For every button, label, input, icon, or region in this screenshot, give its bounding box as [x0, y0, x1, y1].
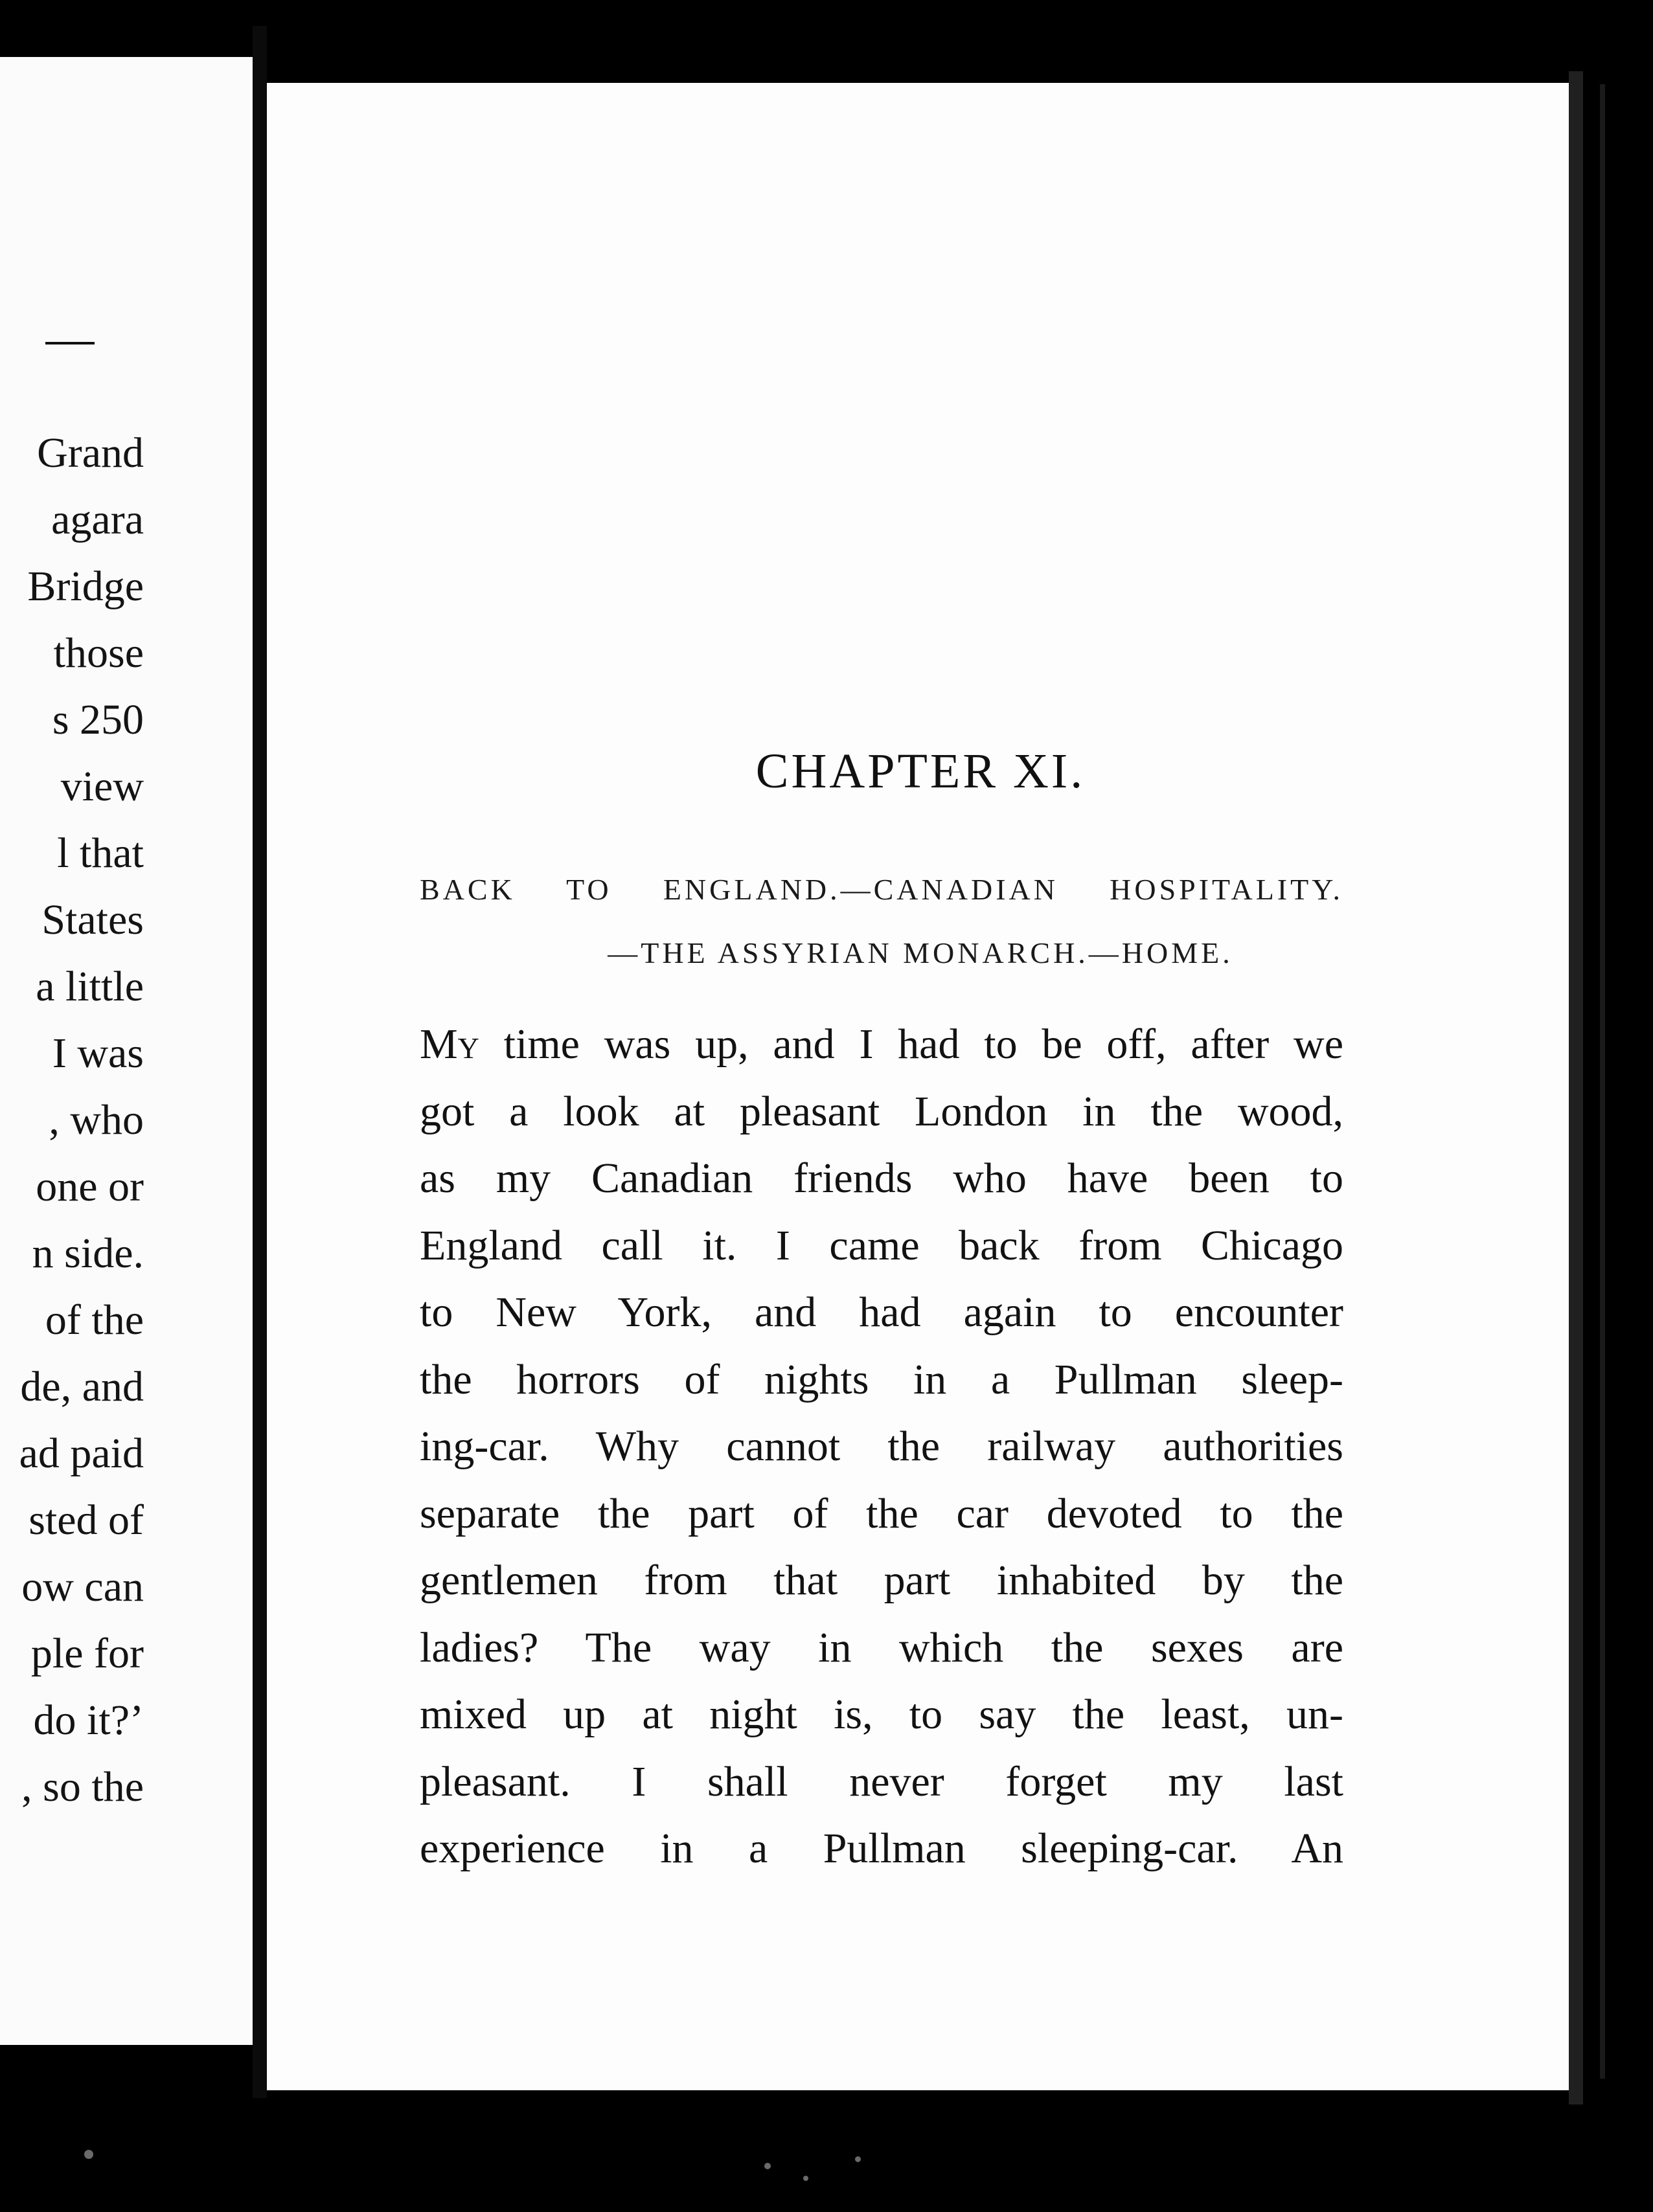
left-line: States	[41, 896, 144, 943]
subtitle-line: BACK TO ENGLAND.—CANADIAN HOSPITALITY.	[420, 873, 1343, 906]
left-page	[0, 57, 253, 2045]
left-line: Bridge	[27, 563, 144, 610]
left-line: n side.	[32, 1230, 144, 1277]
left-line: de, and	[20, 1363, 144, 1410]
body-line: mixed up at night is, to say the least, un-	[420, 1691, 1343, 1738]
chapter-content	[420, 743, 1343, 1882]
body-line: as my Canadian friends who have been to	[420, 1155, 1343, 1202]
dust-speck	[764, 2163, 771, 2169]
left-line: ad paid	[19, 1430, 144, 1477]
body-line: England call it. I came back from Chicago	[420, 1221, 1343, 1269]
body-line: got a look at pleasant London in the wood,	[420, 1087, 1343, 1135]
left-line: ow can	[21, 1563, 144, 1610]
chapter-subtitle	[420, 858, 1343, 985]
body-line	[420, 1011, 1343, 1078]
body-line: ing-car. Why cannot the railway authorities	[420, 1423, 1343, 1470]
body-line: pleasant. I shall never forget my last	[420, 1757, 1343, 1805]
left-line: view	[60, 763, 144, 810]
right-page	[267, 83, 1569, 2090]
page-edge	[1600, 84, 1605, 2079]
left-line: Grand	[37, 429, 144, 477]
chapter-heading: CHAPTER XI.	[755, 744, 1086, 798]
left-line: ple for	[30, 1630, 144, 1677]
left-line: do it?’	[33, 1697, 144, 1744]
page-edge	[1569, 71, 1583, 2105]
left-line: , who	[49, 1096, 144, 1144]
left-line: sted of	[28, 1496, 144, 1544]
body-line: to New York, and had again to encounter	[420, 1289, 1343, 1336]
body-line: ladies? The way in which the sexes are	[420, 1623, 1343, 1671]
dust-speck	[84, 2150, 93, 2159]
scan-dust	[0, 2137, 1653, 2212]
dust-speck	[803, 2176, 808, 2181]
left-line: , so the	[21, 1763, 144, 1811]
left-line: those	[53, 629, 144, 677]
left-line: agara	[51, 496, 144, 543]
section-rule	[45, 342, 95, 344]
left-line: one or	[36, 1163, 144, 1210]
subtitle-line: —THE ASSYRIAN MONARCH.—HOME.	[608, 936, 1233, 969]
left-line: l that	[57, 830, 144, 877]
left-page-text	[19, 420, 144, 1820]
left-line: of the	[45, 1296, 144, 1344]
body-text	[420, 1011, 1343, 1882]
body-line: gentlemen from that part inhabited by the	[420, 1557, 1343, 1604]
body-line-rest: time was up, and I had to be off, after we	[479, 1021, 1343, 1068]
book-gutter	[253, 26, 267, 2098]
opening-word: My	[420, 1021, 479, 1068]
body-line: experience in a Pullman sleeping-car. An	[420, 1825, 1343, 1872]
dust-speck	[855, 2156, 861, 2162]
left-line: a little	[36, 963, 144, 1010]
left-line: I was	[52, 1030, 144, 1077]
body-line: separate the part of the car devoted to the	[420, 1489, 1343, 1537]
left-line: s 250	[52, 696, 144, 743]
body-line: the horrors of nights in a Pullman sleep-	[420, 1355, 1343, 1403]
